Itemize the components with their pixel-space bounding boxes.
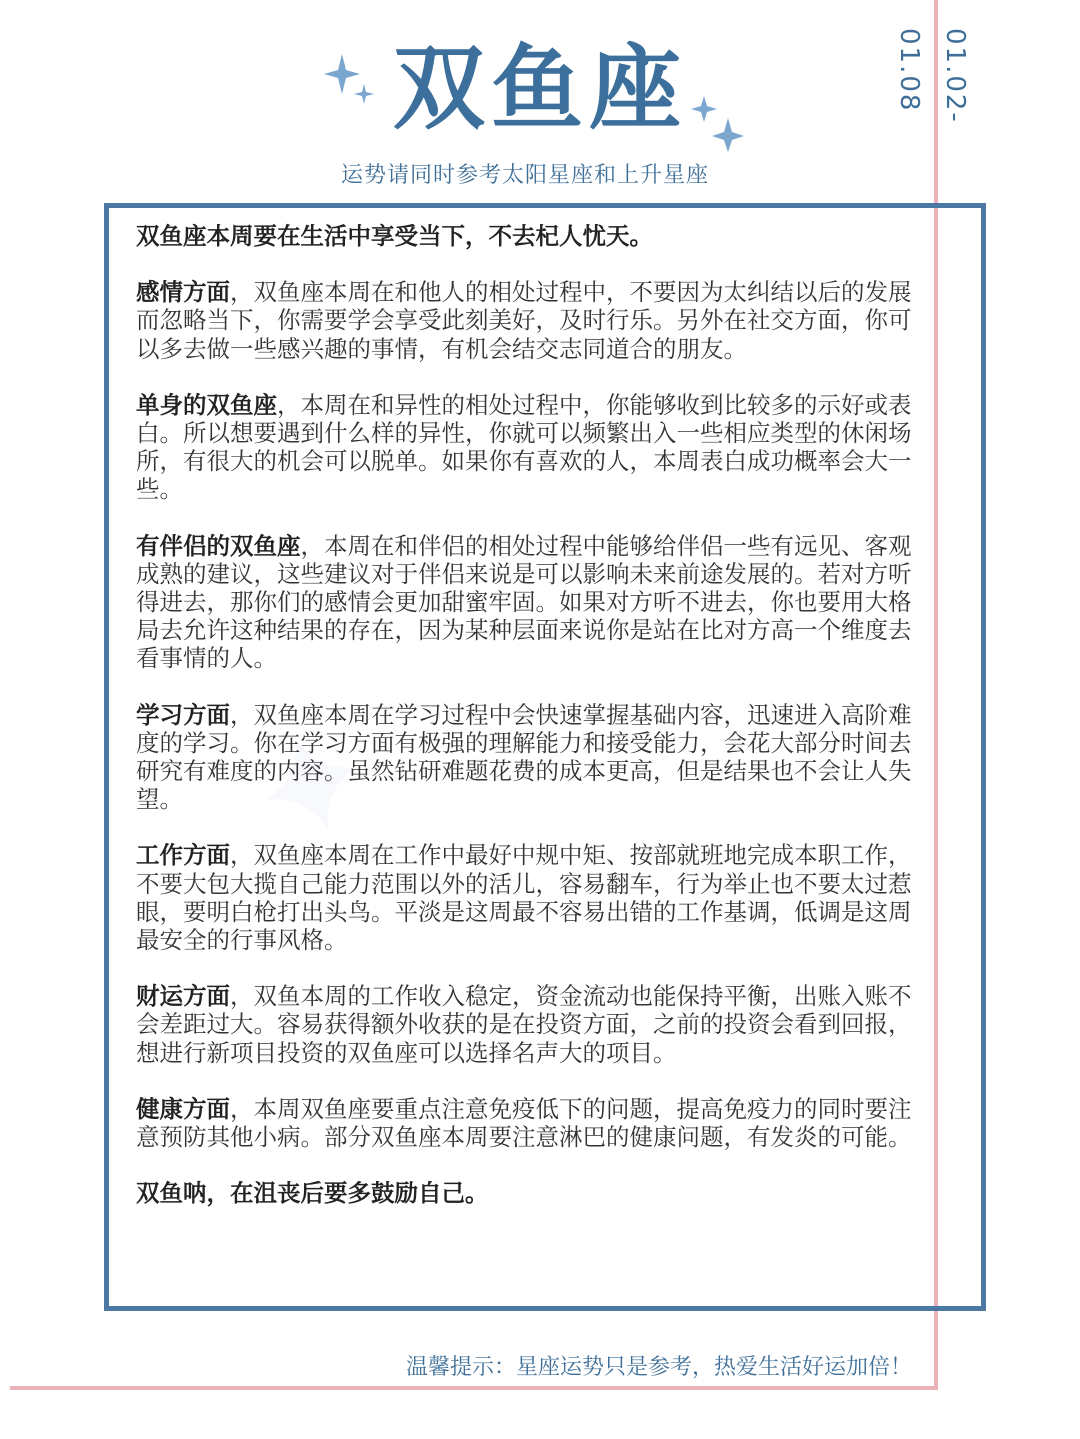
section-text: ，双鱼座本周在学习过程中会快速掌握基础内容，迅速进入高阶难度的学习。你在学习方面有极强的理解能力和接受能力，会花大部分时间去研究有难度的内容。虽然钻研难题花费的成本更高，但是结果也不会让人失望。 [136,700,912,814]
section-wealth [136,982,912,1067]
section-heading: 财运方面 [136,982,230,1011]
section-heading: 感情方面 [136,278,230,307]
date-range: 01.02-01.08 [894,28,970,124]
intro-line: 双鱼座本周要在生活中享受当下，不去杞人忧天。 [136,222,653,250]
section-heading: 工作方面 [136,841,230,870]
section-text: ，本周双鱼座要重点注意免疫低下的问题，提高免疫力的同时要注意预防其他小病。部分双鱼座本周要注意淋巴的健康问题，有发炎的可能。 [136,1094,912,1152]
section-heading: 学习方面 [136,700,230,729]
section-heading: 单身的双鱼座 [136,390,277,419]
section-health [136,1095,912,1151]
section-text: ，双鱼本周的工作收入稳定，资金流动也能保持平衡，出账入账不会差距过大。容易获得额外收获的是在投资方面，之前的投资会看到回报，想进行新项目投资的双鱼座可以选择名声大的项目。 [136,982,912,1067]
horoscope-content [136,222,912,1235]
section-text: ，本周在和异性的相处过程中，你能够收到比较多的示好或表白。所以想要遇到什么样的异性，你就可以频繁出入一些相应类型的休闲场所，有很大的机会可以脱单。如果你有喜欢的人，本周表白成功概率会大一些。 [136,390,912,504]
section-text: ，本周在和伴侣的相处过程中能够给伴侣一些有远见、客观成熟的建议，这些建议对于伴侣来说是可以影响未来前途发展的。若对方听得进去，那你们的感情会更加甜蜜牢固。如果对方听不进去，你也要用大格局去允许这种结果的存在，因为某种层面来说你是站在比对方高一个维度去看事情的人。 [136,531,912,673]
section-love [136,278,912,363]
section-partnered [136,532,912,673]
pink-horizontal-line [10,1386,938,1390]
page-title: 双鱼座 [392,35,687,142]
page-subtitle: 运势请同时参考太阳星座和上升星座 [340,163,709,188]
closing-line: 双鱼呐，在沮丧后要多鼓励自己。 [136,1179,489,1208]
watermark: ✦ [224,683,402,891]
section-heading: 健康方面 [136,1094,230,1123]
section-work [136,841,912,954]
section-single [136,391,912,504]
section-text: ，双鱼座本周在工作中最好中规中矩、按部就班地完成本职工作，不要大包大揽自己能力范围以外的活儿，容易翻车，行为举止也不要太过惹眼，要明白枪打出头鸟。平淡是这周最不容易出错的工作基调，低调是这周最安全的行事风格。 [136,841,912,955]
section-heading: 有伴侣的双鱼座 [136,531,301,560]
footer-tip: 温馨提示：星座运势只是参考，热爱生活好运加倍！ [405,1355,912,1380]
section-study [136,701,912,814]
section-text: ，双鱼座本周在和他人的相处过程中，不要因为太纠结以后的发展而忽略当下，你需要学会享受此刻美好，及时行乐。另外在社交方面，你可以多去做一些感兴趣的事情，有机会结交志同道合的朋友。 [136,278,912,363]
